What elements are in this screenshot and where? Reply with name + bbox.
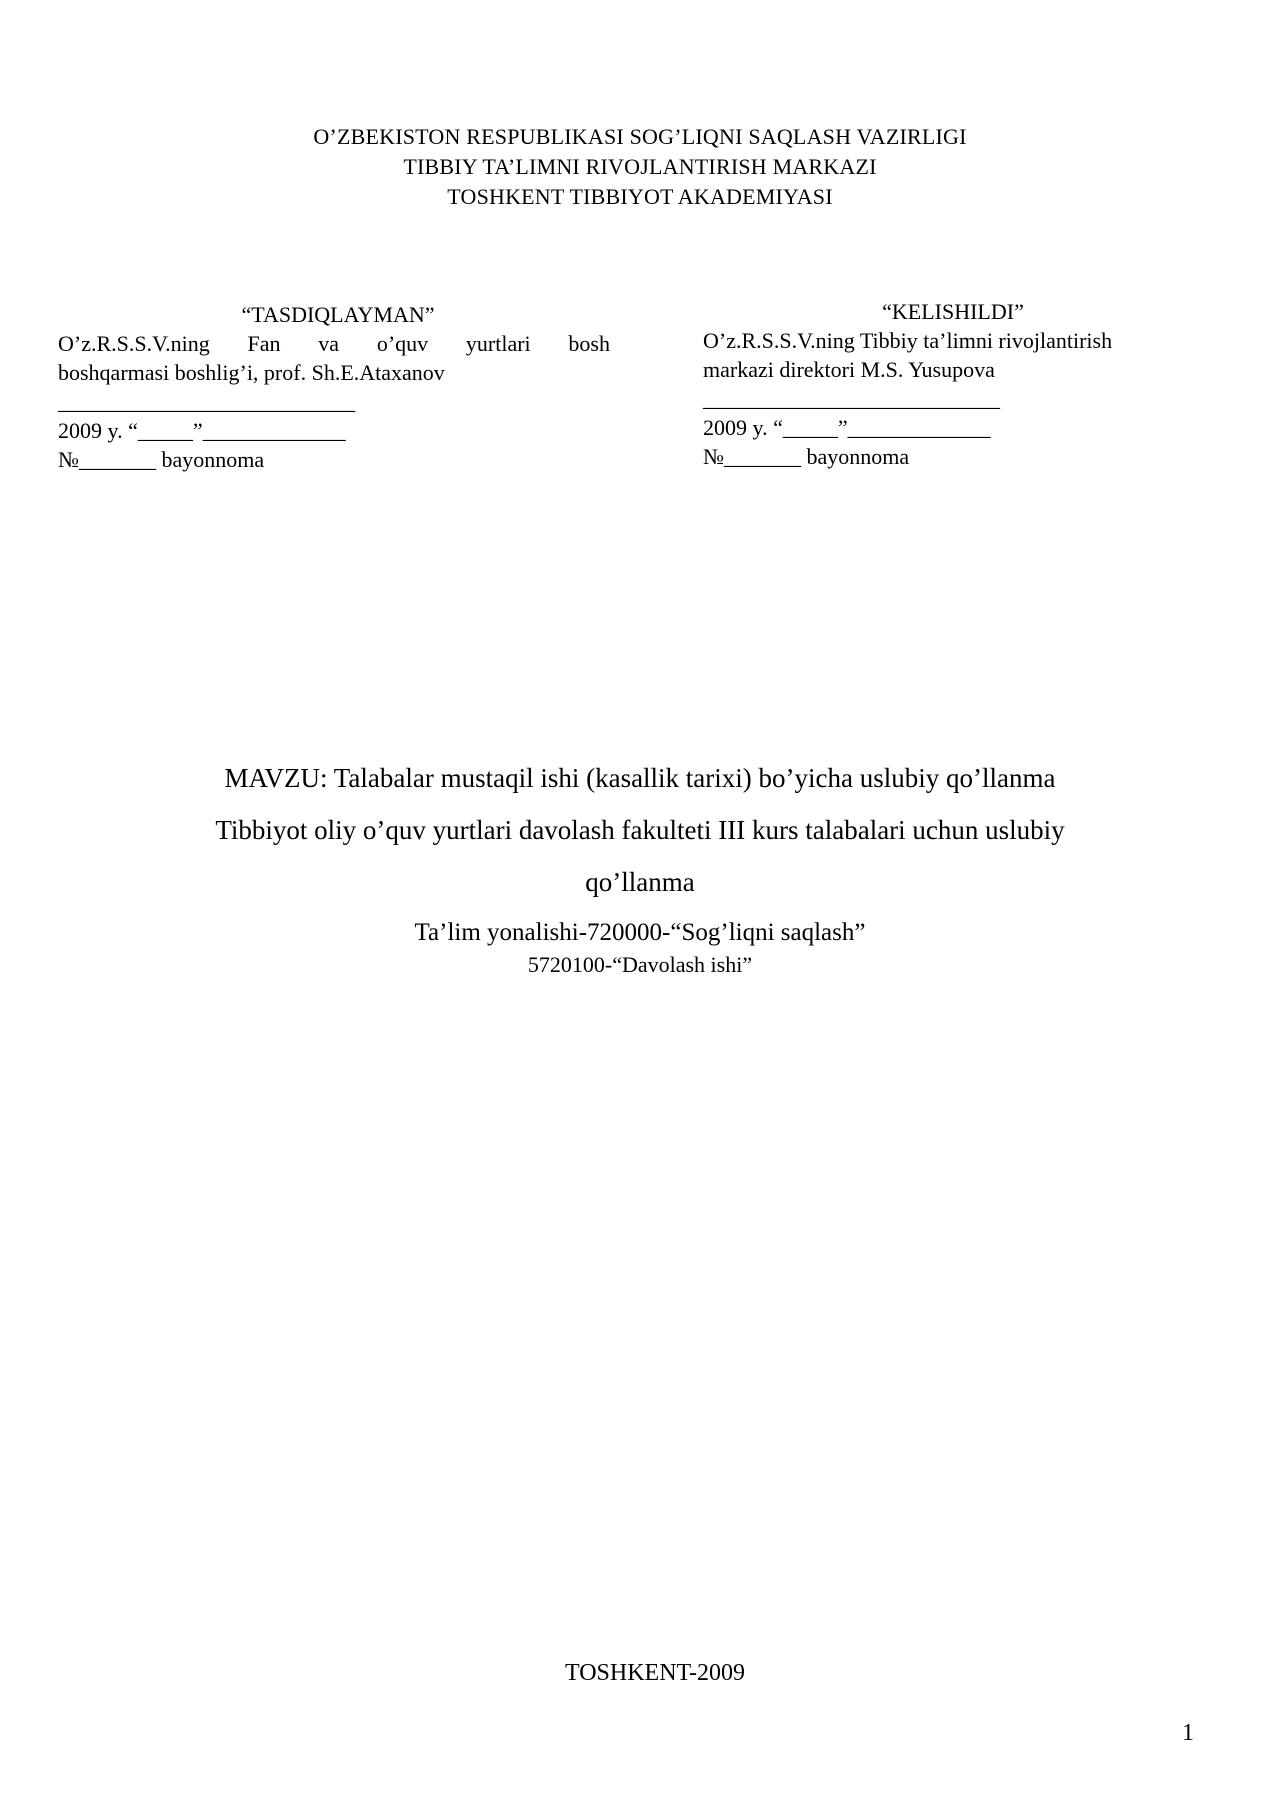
- center-name: TIBBIY TA’LIMNI RIVOJLANTIRISH MARKAZI: [403, 154, 877, 179]
- signature-line-right: ___________________________: [703, 386, 1000, 411]
- ministry-name: O’ZBEKISTON RESPUBLIKASI SOG’LIQNI SAQLASH VAZIRLIGI: [313, 124, 967, 149]
- education-direction: [0, 916, 1280, 980]
- topic-line1: MAVZU: Talabalar mustaqil ishi (kasallik tarixi) bo’yicha uslubiy qo’llanma: [224, 763, 1056, 793]
- institution-header: [0, 122, 1280, 212]
- approval-title-right: “KELISHILDI”: [882, 299, 1024, 324]
- approval-block-left: [58, 300, 610, 474]
- approver-org-line1: O’z.R.S.S.V.ning Fan va o’quv yurtlari bosh: [58, 331, 610, 356]
- protocol-number-left: №_______ bayonnoma: [58, 447, 265, 472]
- academy-name: TOSHKENT TIBBIYOT AKADEMIYASI: [447, 184, 833, 209]
- approver-org-line2: boshqarmasi boshlig’i, prof. Sh.E.Ataxanov: [58, 360, 445, 385]
- date-line-right: 2009 y. “_____”_____________: [703, 415, 991, 440]
- city-year: TOSHKENT-2009: [564, 1660, 745, 1686]
- approval-block-right: [703, 297, 1203, 471]
- topic-line2: Tibbiyot oliy o’quv yurtlari davolash fakulteti III kurs talabalari uchun uslubiy: [215, 815, 1065, 845]
- agreer-org-line2: markazi direktori M.S. Yusupova: [703, 357, 995, 382]
- topic-line3: qo’llanma: [585, 867, 695, 897]
- date-line-left: 2009 y. “_____”_____________: [58, 418, 346, 443]
- direction-line1: Ta’lim yonalishi-720000-“Sog’liqni saqlash”: [414, 919, 866, 946]
- direction-line2: 5720100-“Davolash ishi”: [527, 952, 753, 977]
- page-number: 1: [1182, 1720, 1194, 1746]
- document-topic: [0, 752, 1280, 908]
- signature-line-left: ___________________________: [58, 389, 355, 414]
- protocol-number-right: №_______ bayonnoma: [703, 444, 910, 469]
- agreer-org-line1: O’z.R.S.S.V.ning Tibbiy ta’limni rivojlantirish: [703, 328, 1113, 353]
- approval-title-left: “TASDIQLAYMAN”: [241, 302, 435, 327]
